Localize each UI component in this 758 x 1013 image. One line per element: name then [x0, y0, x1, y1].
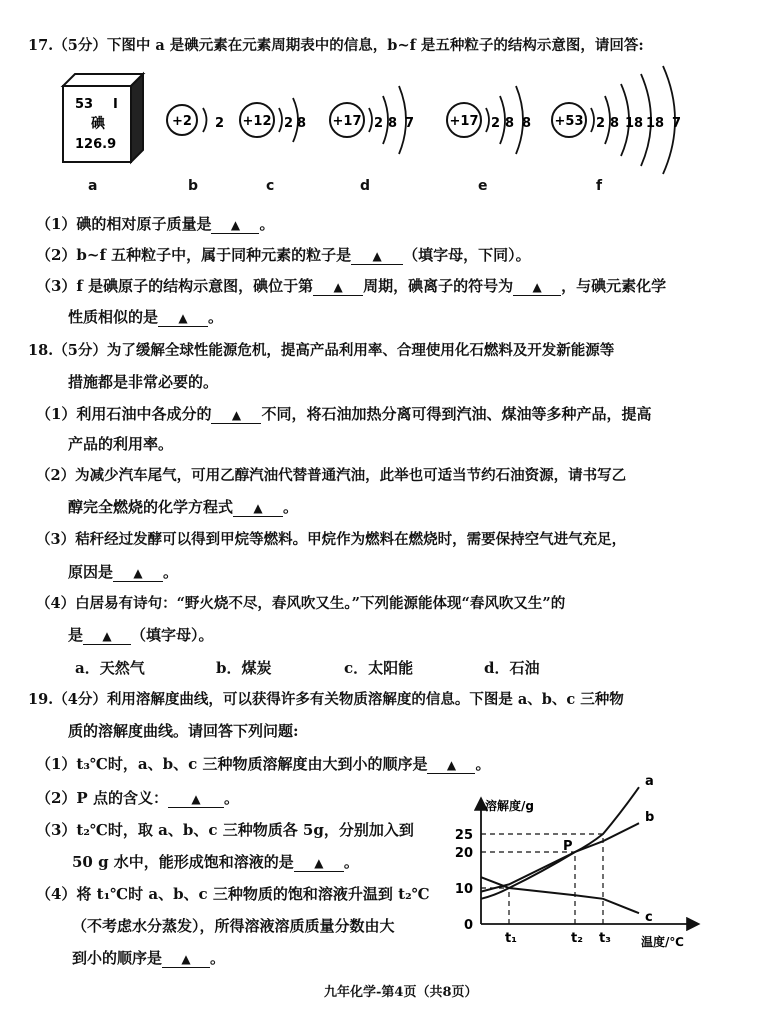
- q17-header: 17.（5分）下图中 a 是碘元素在元素周期表中的信息，b~f 是五种粒子的结构示意图，请回答:: [28, 37, 644, 54]
- answer-blank[interactable]: ▲: [158, 309, 208, 327]
- shell-f-5: 7: [672, 116, 682, 131]
- element-name: 碘: [91, 116, 105, 132]
- nucleus-d: +17: [332, 114, 362, 129]
- answer-blank[interactable]: ▲: [83, 627, 131, 645]
- label-f: f: [596, 178, 603, 194]
- curve-c: [481, 877, 639, 913]
- answer-blank[interactable]: ▲: [211, 406, 261, 424]
- particle-b-diagram: [160, 100, 230, 140]
- q18-sub4-cont: 是 ▲ （填字母）。: [68, 626, 214, 644]
- answer-blank[interactable]: ▲: [113, 564, 163, 582]
- q18-sub1-cont: 产品的利用率。: [68, 435, 174, 453]
- q19-header: 19.（4分）利用溶解度曲线，可以获得许多有关物质溶解度的信息。下图是 a、b、c 三种物: [28, 691, 624, 708]
- q18-header-cont: 措施都是非常必要的。: [68, 373, 219, 391]
- label-c: c: [266, 178, 275, 194]
- y-tick-label: 10: [454, 882, 473, 897]
- element-mark: I: [113, 97, 118, 112]
- curve-b: [481, 823, 639, 891]
- y-tick-label: 0: [463, 918, 473, 933]
- shell-f-2: 8: [610, 116, 620, 131]
- q18-sub3-cont: 原因是 ▲ 。: [68, 563, 179, 581]
- shell-f-4: 18: [646, 116, 665, 131]
- shell-e-3: 8: [522, 116, 532, 131]
- series-label-b: b: [645, 810, 655, 826]
- option-c: c．太阳能: [344, 659, 414, 677]
- shell-c-1: 2: [284, 116, 294, 131]
- answer-blank[interactable]: ▲: [211, 216, 259, 234]
- answer-blank[interactable]: ▲: [168, 790, 224, 808]
- option-b: b．煤炭: [216, 659, 272, 677]
- q19-sub3: （3）t₂℃时，取 a、b、c 三种物质各 5g，分别加入到: [36, 821, 414, 839]
- shell-e-1: 2: [491, 116, 501, 131]
- q18-sub2-cont: 醇完全燃烧的化学方程式 ▲ 。: [68, 498, 299, 516]
- shell-b-1: 2: [215, 116, 225, 131]
- q19-sub2: （2）P 点的含义： ▲ 。: [36, 789, 239, 807]
- particle-e-diagram: [440, 82, 540, 158]
- q18-sub2: （2）为减少汽车尾气，可用乙醇汽油代替普通汽油，此举也可适当节约石油资源，请书写乙: [36, 467, 627, 484]
- particle-c-diagram: [233, 92, 313, 148]
- page-footer: 九年化学-第4页（共8页）: [324, 985, 478, 1000]
- nucleus-f: +53: [554, 114, 584, 129]
- label-e: e: [478, 178, 488, 194]
- x-axis-label: 温度/℃: [641, 935, 684, 949]
- q18-sub3: （3）秸秆经过发酵可以得到甲烷等燃料。甲烷作为燃料在燃烧时，需要保持空气进气充足，: [36, 531, 627, 548]
- shell-d-2: 8: [388, 116, 398, 131]
- y-tick-label: 20: [454, 846, 473, 861]
- q18-sub1: （1）利用石油中各成分的 ▲ 不同，将石油加热分离可得到汽油、煤油等多种产品，提高: [36, 405, 652, 423]
- element-card: [55, 72, 150, 164]
- answer-blank[interactable]: ▲: [427, 756, 475, 774]
- label-d: d: [360, 178, 371, 194]
- point-p-label: P: [563, 839, 573, 854]
- answer-blank[interactable]: ▲: [313, 278, 363, 296]
- option-d: d．石油: [484, 659, 540, 677]
- q19-sub3-cont: 50 g 水中，能形成饱和溶液的是 ▲ 。: [72, 853, 359, 871]
- series-label-c: c: [645, 910, 653, 926]
- element-mass: 126.9: [75, 137, 117, 152]
- option-a: a．天然气: [75, 659, 145, 677]
- q19-header-cont: 质的溶解度曲线。请回答下列问题:: [68, 722, 299, 740]
- nucleus-e: +17: [449, 114, 479, 129]
- q19-sub4-cont2: 到小的顺序是 ▲ 。: [72, 949, 226, 967]
- shell-c-2: 8: [297, 116, 307, 131]
- shell-e-2: 8: [505, 116, 515, 131]
- particle-d-diagram: [323, 82, 423, 158]
- answer-blank[interactable]: ▲: [162, 950, 210, 968]
- nucleus-c: +12: [242, 114, 272, 129]
- shell-d-1: 2: [374, 116, 384, 131]
- y-axis-label: 溶解度/g: [485, 799, 534, 813]
- answer-blank[interactable]: ▲: [351, 247, 403, 265]
- label-b: b: [188, 178, 199, 194]
- q18-header: 18.（5分）为了缓解全球性能源危机，提高产品利用率、合理使用化石燃料及开发新能源等: [28, 342, 615, 359]
- x-tick-label: t₂: [571, 931, 583, 946]
- q19-sub4-cont: （不考虑水分蒸发），所得溶液溶质质量分数由大: [72, 917, 395, 935]
- solubility-chart: [445, 774, 715, 960]
- y-tick-label: 25: [454, 828, 473, 843]
- q17-sub3-cont: 性质相似的是 ▲ 。: [68, 308, 224, 326]
- shell-f-3: 18: [625, 116, 644, 131]
- element-number: 53: [75, 97, 94, 112]
- nucleus-b: +2: [172, 114, 192, 129]
- q19-sub4: （4）将 t₁℃时 a、b、c 三种物质的饱和溶液升温到 t₂℃: [36, 885, 430, 903]
- shell-f-1: 2: [596, 116, 606, 131]
- answer-blank[interactable]: ▲: [233, 499, 283, 517]
- q17-sub2: （2）b~f 五种粒子中，属于同种元素的粒子是 ▲ （填字母，下同）。: [36, 246, 531, 264]
- q19-sub1: （1）t₃℃时，a、b、c 三种物质溶解度由大到小的顺序是 ▲ 。: [36, 755, 491, 773]
- x-tick-label: t₁: [505, 931, 517, 946]
- particle-f-diagram: [545, 64, 695, 176]
- answer-blank[interactable]: ▲: [513, 278, 561, 296]
- label-a: a: [88, 178, 98, 194]
- shell-d-3: 7: [405, 116, 415, 131]
- q17-sub1: （1）碘的相对原子质量是 ▲ 。: [36, 215, 275, 233]
- q17-sub3: （3）f 是碘原子的结构示意图，碘位于第 ▲ 周期，碘离子的符号为 ▲ ，与碘元素化学: [36, 277, 667, 295]
- answer-blank[interactable]: ▲: [294, 854, 344, 872]
- series-label-a: a: [645, 774, 654, 790]
- x-tick-label: t₃: [599, 931, 611, 946]
- q18-sub4: （4）白居易有诗句：“野火烧不尽，春风吹又生。”下列能源能体现“春风吹又生”的: [36, 595, 566, 612]
